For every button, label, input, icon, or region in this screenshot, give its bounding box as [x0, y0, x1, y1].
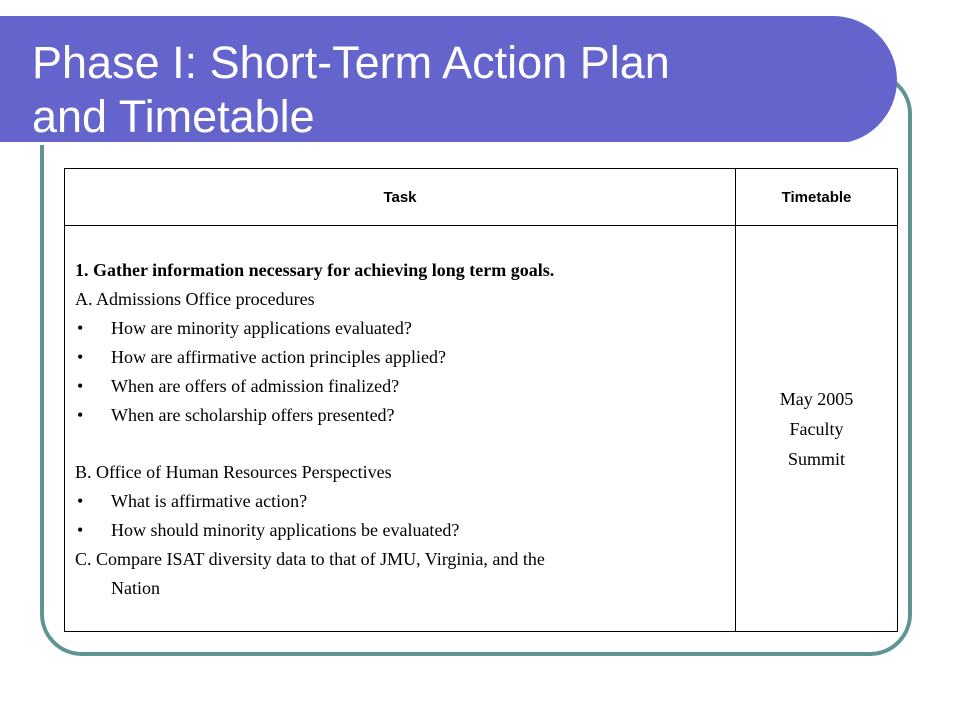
timetable-line-1: May 2005 [779, 388, 854, 409]
bullet-icon: • [77, 376, 84, 396]
section-b-title: B. Office of Human Resources Perspectives [75, 462, 392, 482]
title-bar [0, 16, 897, 144]
bullet-icon: • [77, 318, 84, 338]
spacer [75, 430, 725, 458]
timetable-line-3: Summit [787, 448, 845, 469]
task-cell [65, 226, 736, 632]
list-item [75, 372, 725, 401]
list-item-text: When are scholarship offers presented? [111, 405, 395, 425]
action-plan-table [64, 168, 898, 632]
section-c-line-2: Nation [111, 578, 160, 598]
list-item-text: How are affirmative action principles applied? [111, 347, 447, 367]
bullet-icon: • [77, 520, 84, 540]
timetable-line-2: Faculty [789, 418, 844, 439]
section-c-line-1: C. Compare ISAT diversity data to that of JMU, Virginia, and the [75, 549, 545, 569]
section-a-title: A. Admissions Office procedures [75, 289, 315, 309]
table-row [65, 226, 898, 632]
table-header-row [65, 169, 898, 226]
list-item-text: What is affirmative action? [111, 491, 308, 511]
task-heading: 1. Gather information necessary for achieving long term goals. [75, 260, 555, 280]
title-line-2: and Timetable [32, 91, 315, 142]
list-item-text: When are offers of admission finalized? [111, 376, 400, 396]
list-item [75, 314, 725, 343]
title-underline [0, 142, 848, 145]
list-item [75, 401, 725, 430]
list-item [75, 343, 725, 372]
bullet-icon: • [77, 405, 84, 425]
title-line-1: Phase I: Short-Term Action Plan [32, 37, 670, 88]
list-item-text: How are minority applications evaluated? [111, 318, 412, 338]
task-column-header: Task [65, 169, 736, 226]
bullet-icon: • [77, 347, 84, 367]
bullet-icon: • [77, 491, 84, 511]
page-title [32, 36, 852, 144]
list-item-text: How should minority applications be evaluated? [111, 520, 460, 540]
list-item [75, 487, 725, 516]
timetable-cell [736, 226, 898, 632]
timetable-column-header: Timetable [736, 169, 898, 226]
list-item [75, 516, 725, 545]
